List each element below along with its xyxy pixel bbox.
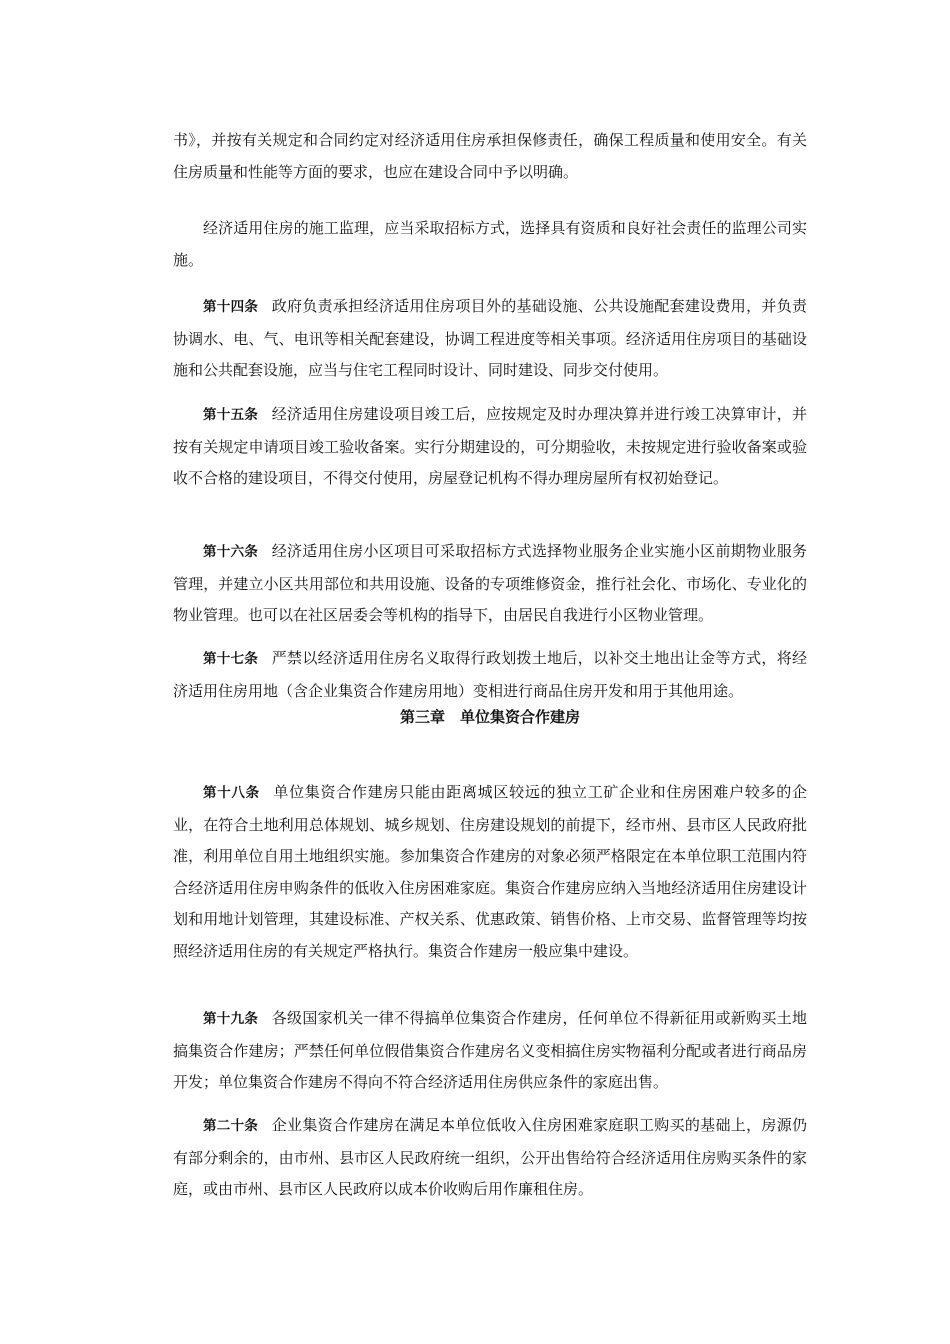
paragraph-text: 书》，并按有关规定和合同约定对经济适用住房承担保修责任，确保工程质量和使用安全。有关住房质量和性能等方面的要求，也应在建设合同中予以明确。 — [173, 131, 807, 181]
article-14 — [173, 291, 807, 387]
article-text: 经济适用住房建设项目竣工后，应按规定及时办理决算并进行竣工决算审计，并按有关规定申请项目竣工验收备案。实行分期建设的，可分期验收，未按规定进行验收备案或验收不合格的建设项目，不得交付使用，房屋登记机构不得办理房屋所有权初始登记。 — [173, 405, 807, 487]
article-15 — [173, 399, 807, 495]
paragraph-continuation — [173, 125, 807, 188]
article-label: 第十五条 — [203, 407, 259, 423]
article-text: 经济适用住房小区项目可采取招标方式选择物业服务企业实施小区前期物业服务管理，并建立小区共用部位和共用设施、设备的专项维修资金，推行社会化、市场化、专业化的物业管理。也可以在社区居委会等机构的指导下，由居民自我进行小区物业管理。 — [173, 542, 807, 624]
article-text: 企业集资合作建房在满足本单位低收入住房困难家庭职工购买的基础上，房源仍有部分剩余的，由市州、县市区人民政府统一组织，公开出售给符合经济适用住房购买条件的家庭，或由市州、县市区人民政府以成本价收购后用作廉租住房。 — [173, 1116, 807, 1198]
article-label: 第二十条 — [203, 1118, 259, 1134]
article-17 — [173, 643, 807, 707]
article-label: 第十六条 — [203, 544, 259, 560]
article-label: 第十八条 — [203, 785, 260, 801]
article-text: 严禁以经济适用住房名义取得行政划拨土地后，以补交土地出让金等方式，将经济适用住房用地（含企业集资合作建房用地）变相进行商品住房开发和用于其他用途。 — [173, 649, 807, 700]
chapter-number: 第三章 — [399, 708, 445, 726]
paragraph-supervision — [173, 213, 807, 276]
article-label: 第十九条 — [203, 1011, 259, 1027]
article-16 — [173, 536, 807, 632]
article-label: 第十七条 — [203, 651, 259, 667]
article-20 — [173, 1110, 807, 1206]
article-18 — [173, 777, 807, 967]
article-text: 各级国家机关一律不得搞单位集资合作建房，任何单位不得新征用或新购买土地搞集资合作建房；严禁任何单位假借集资合作建房名义变相搞住房实物福利分配或者进行商品房开发；单位集资合作建房不得向不符合经济适用住房供应条件的家庭出售。 — [173, 1009, 807, 1091]
article-text: 单位集资合作建房只能由距离城区较远的独立工矿企业和住房困难户较多的企业，在符合土地利用总体规划、城乡规划、住房建设规划的前提下，经市州、县市区人民政府批准，利用单位自用土地组织实施。参加集资合作建房的对象必须严格限定在本单位职工范围内符合经济适用住房申购条件的低收入住房困难家庭。集资合作建房应纳入当地经济适用住房建设计划和用地计划管理，其建设标准、产权关系、优惠政策、销售价格、上市交易、监督管理等均按照经济适用住房的有关规定严格执行。集资合作建房一般应集中建设。 — [173, 783, 807, 960]
chapter-heading — [173, 707, 807, 727]
article-19 — [173, 1003, 807, 1099]
chapter-title: 单位集资合作建房 — [460, 708, 581, 726]
paragraph-text: 经济适用住房的施工监理，应当采取招标方式，选择具有资质和良好社会责任的监理公司实施。 — [173, 219, 807, 269]
article-label: 第十四条 — [203, 299, 259, 315]
article-text: 政府负责承担经济适用住房项目外的基础设施、公共设施配套建设费用，并负责协调水、电、气、电讯等相关配套建设，协调工程进度等相关事项。经济适用住房项目的基础设施和公共配套设施，应当与住宅工程同时设计、同时建设、同步交付使用。 — [173, 297, 807, 379]
